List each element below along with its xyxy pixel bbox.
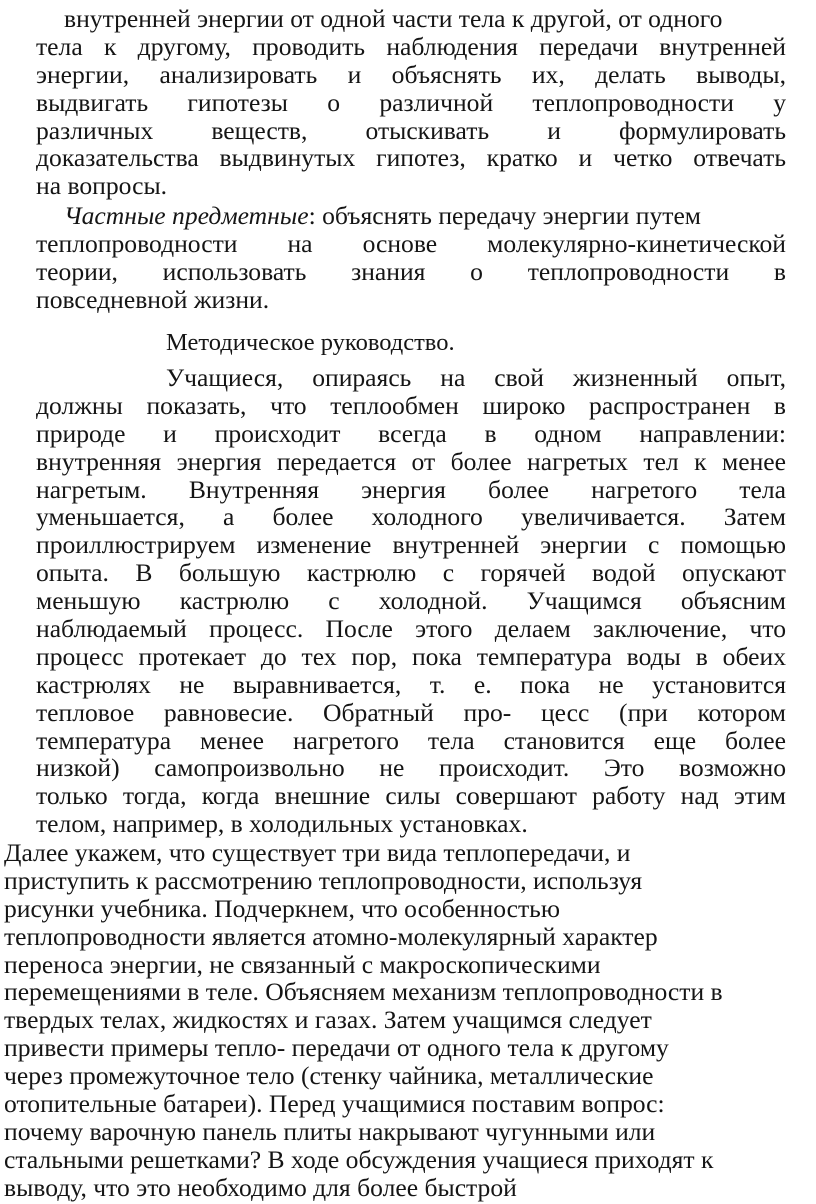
- text-line: различных веществ, отыскивать и формулировать: [36, 115, 786, 145]
- text-line: процесс протекает до тех пор, пока температура воды в обеих: [36, 641, 786, 671]
- text-line: телом, например, в холодильных установках.: [36, 809, 528, 839]
- text-line: стальными решетками? В ходе обсуждения учащиеся приходят к: [4, 1144, 714, 1174]
- paragraph-heat-transfer: [4, 839, 812, 1202]
- text-line: привести примеры тепло- передачи от одного тела к другому: [4, 1033, 669, 1063]
- text-line: приступить к рассмотрению теплопроводности, используя: [4, 865, 643, 895]
- text-line: внутренняя энергия передается от более нагретых тел к менее: [36, 446, 786, 476]
- text-line: кастрюлях не выравнивается, т. е. пока не установится: [36, 669, 786, 699]
- text-line: тела к другому, проводить наблюдения передачи внутренней: [36, 31, 786, 61]
- text-line: Далее укажем, что существует три вида теплопередачи, и: [4, 838, 631, 867]
- text-line: твердых телах, жидкостях и газах. Затем учащимся следует: [4, 1005, 652, 1035]
- text-line: нагретым. Внутренняя энергия более нагретого тела: [36, 474, 786, 504]
- text-line: почему варочную панель плиты накрывают чугунными или: [4, 1116, 656, 1146]
- text-line: тепловое равновесие. Обратный про- цесс (при котором: [36, 697, 786, 727]
- section-heading: Методическое руководство.: [166, 329, 455, 356]
- text-line: повседневной жизни.: [36, 284, 270, 314]
- paragraph-method: [36, 364, 786, 838]
- text-line: наблюдаемый процесс. После этого делаем заключение, что: [36, 614, 786, 644]
- text-line: только тогда, когда внешние силы совершают работу над этим: [36, 781, 786, 811]
- text-line: доказательства выдвинутых гипотез, кратко и четко отвечать: [36, 143, 786, 173]
- text-line: теории, использовать знания о теплопроводности в: [36, 256, 786, 286]
- paragraph-skills: [36, 5, 786, 200]
- text-line: меньшую кастрюлю с холодной. Учащимся объясним: [36, 586, 786, 616]
- text-line: переноса энергии, не связанный с макроскопическими: [4, 949, 601, 979]
- text-line: энергии, анализировать и объяснять их, делать выводы,: [36, 59, 786, 89]
- text-run: : объяснять передачу энергии путем: [308, 201, 702, 230]
- text-line: опыта. В большую кастрюлю с горячей водой опускают: [36, 558, 786, 588]
- text-line: теплопроводности является атомно-молекулярный характер: [4, 921, 658, 951]
- text-line: Учащиеся, опираясь на свой жизненный опыт,: [166, 363, 786, 392]
- text-line: [36, 202, 786, 230]
- text-line: природе и происходит всегда в одном направлении:: [36, 418, 786, 448]
- text-line: на вопросы.: [36, 171, 168, 201]
- text-line: уменьшается, а более холодного увеличивается. Затем: [36, 502, 786, 532]
- italic-label: Частные предметные: [64, 201, 309, 230]
- text-line: низкой) самопроизвольно не происходит. Это возможно: [36, 753, 786, 783]
- text-line: рисунки учебника. Подчеркнем, что особенностью: [4, 893, 560, 923]
- text-line: через промежуточное тело (стенку чайника, металлические: [4, 1061, 654, 1091]
- text-line: внутренней энергии от одной части тела к другой, от одного: [64, 4, 723, 33]
- paragraph-subject-goals: [36, 202, 786, 314]
- text-line: перемещениями в теле. Объясняем механизм теплопроводности в: [4, 977, 723, 1007]
- text-line: выводу, что это необходимо для более быстрой: [4, 1172, 517, 1202]
- text-line: выдвигать гипотезы о различной теплопроводности у: [36, 87, 786, 117]
- text-line: должны показать, что теплообмен широко распространен в: [36, 390, 786, 420]
- text-line: температура менее нагретого тела становится еще более: [36, 725, 786, 755]
- text-line: отопительные батареи). Перед учащимися поставим вопрос:: [4, 1089, 665, 1119]
- text-line: теплопроводности на основе молекулярно-кинетической: [36, 228, 786, 258]
- text-line: проиллюстрируем изменение внутренней энергии с помощью: [36, 530, 786, 560]
